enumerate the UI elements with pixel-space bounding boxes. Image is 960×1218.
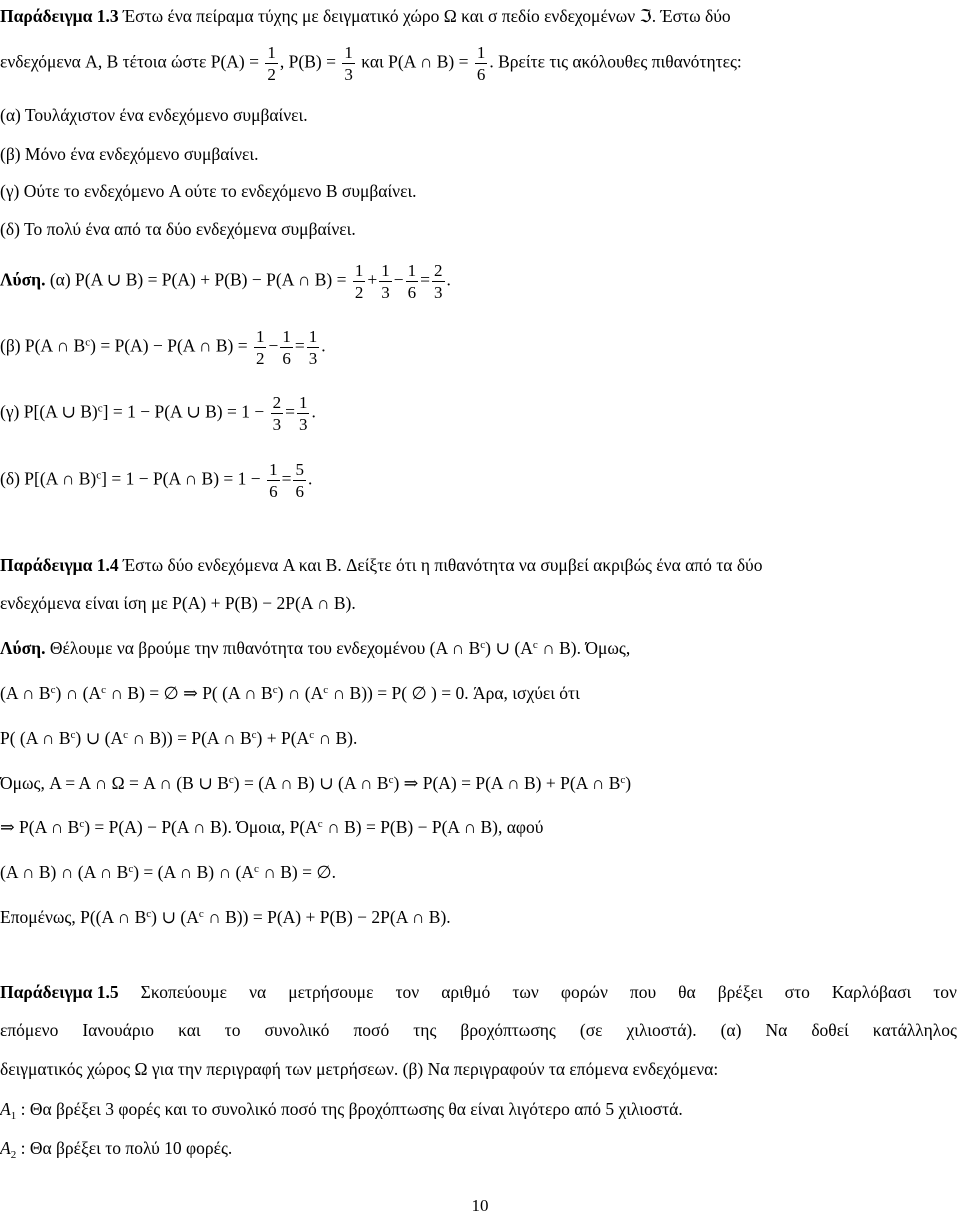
ex13-title: Παράδειγμα 1.3	[0, 6, 119, 26]
ex13-sol-b-text: (β) P(A ∩ B	[0, 335, 86, 356]
frac-b-1: $\frac{1}{2}$	[255, 327, 265, 368]
ex14-intro-1: Έστω δύο ενδεχόμενα A και B. Δείξτε ότι η πιθανότητα να συμβεί ακριβώς ένα από τα δύο	[123, 555, 763, 575]
frac-c-result: $\frac{1}{3}$	[298, 393, 308, 434]
ex13-question-d: (δ) Το πολύ ένα από τα δύο ενδεχόμενα συμβαίνει.	[0, 219, 356, 239]
frac-half: $\frac{1}{2}$	[267, 43, 276, 84]
ex14-solution-line-7: Επομένως, P((A ∩ $B^c$) ∪ ($A^c$ ∩ B)) = P(A) + P(B) − 2P(A ∩ B).	[0, 907, 451, 927]
ex13-sol-a-text: (α) P(A ∪ B) = P(A) + P(B) − P(A ∩ B) =	[49, 269, 347, 290]
ex13-intro-2c: και P(A ∩ B) =	[361, 51, 469, 72]
ex15-event-a2: $A_2$ : Θα βρέξει το πολύ 10 φορές.	[0, 1138, 233, 1161]
ex14-solution-label: Λύση.	[0, 638, 46, 658]
frac-sixth: $\frac{1}{6}$	[476, 43, 486, 84]
ex15-title: Παράδειγμα 1.5	[0, 982, 119, 1002]
ex13-solution-d: (δ) P[(A ∩ B)$^c$] = 1 − P(A ∩ B) = 1 − $\frac{1}{6}$ = $\frac{5}{6}$ .	[0, 460, 313, 501]
ex13-solution-label: Λύση.	[0, 269, 46, 290]
ex13-solution-c: (γ) P[(A ∪ B)$^c$] = 1 − P(A ∪ B) = 1 − $\frac{2}{3}$ = $\frac{1}{3}$ .	[0, 393, 316, 434]
ex15-line-2: επόμενο Ιανουάριο και το συνολικό ποσό της βροχόπτωσης (σε χιλιοστά). (α) Να δοθεί κατάλληλος	[0, 1020, 957, 1040]
ex14-solution-line-2: (A ∩ $B^c$) ∩ ($A^c$ ∩ B) = ∅ ⇒ P( (A ∩ $B^c$) ∩ ($A^c$ ∩ B)) = P( ∅ ) = 0. Άρα, ισχύει ότι	[0, 683, 580, 703]
ex13-question-b: (β) Μόνο ένα ενδεχόμενο συμβαίνει.	[0, 144, 259, 164]
frac-a-1: $\frac{1}{2}$	[354, 261, 364, 302]
ex13-solution-b: (β) P(A ∩ $B^c) = P(A) - P(A$ ∩ B) = $\frac{1}{2}$ − $\frac{1}{6}$ = $\frac{1}{3}$ .	[0, 327, 326, 368]
ex13-intro-2b: , P(B) =	[279, 51, 336, 72]
ex13-solution-a: Λύση. (α) P(A ∪ B) = P(A) + P(B) − P(A ∩ B) = $\frac{1}{2}$ + $\frac{1}{3}$ − $\frac{1}{6}$ = $\frac{2}{3}$ .	[0, 261, 451, 302]
page-number: 10	[471, 1196, 489, 1215]
ex13-sol-c-text-2: ] = 1 − P(A ∪ B) = 1 −	[102, 401, 265, 422]
ex14-solution-line-1: Λύση. Θέλουμε να βρούμε την πιθανότητα του ενδεχομένου (A ∩ $B^c$) ∪ ($A^c$ ∩ B). Όμως,	[0, 638, 631, 658]
ex13-question-c: (γ) Ούτε το ενδεχόμενο A ούτε το ενδεχόμενο B συμβαίνει.	[0, 181, 417, 201]
frac-b-result: $\frac{1}{3}$	[308, 327, 318, 368]
ex13-sol-b-text-2: ) = P(A) − P(A ∩ B) =	[90, 335, 248, 356]
ex13-intro-line-1	[0, 4, 960, 28]
ex14-intro-line-1	[0, 553, 960, 577]
frac-a-2: $\frac{1}{3}$	[381, 261, 390, 302]
ex13-intro-line-2	[0, 44, 960, 83]
frac-b-2: $\frac{1}{6}$	[282, 327, 291, 368]
frac-a-result: $\frac{2}{3}$	[434, 261, 443, 302]
ex14-solution-line-6: (A ∩ B) ∩ (A ∩ $B^c) = (A$ ∩ B) ∩ ($A^c$ ∩ B) = ∅.	[0, 862, 336, 882]
ex15-line-3: δειγματικός χώρος Ω για την περιγραφή των μετρήσεων. (β) Να περιγραφούν τα επόμενα ενδεχόμενα:	[0, 1059, 719, 1079]
ex14-solution-line-3: P( (A ∩ $B^c$) ∪ ($A^c$ ∩ B)) = P(A ∩ $B^c) + P(A^c$ ∩ B).	[0, 728, 358, 748]
ex15-line-1: Παράδειγμα 1.5 Σκοπεύουμε να μετρήσουμε τον αριθμό των φορών που θα βρέξει στο Καρλόβασι τον	[0, 982, 957, 1002]
ex14-solution-line-4: Όμως, A = A ∩ Ω = A ∩ (B ∪ $B^c) = (A$ ∩ B) ∪ (A ∩ $B^c$) ⇒ P(A) = P(A ∩ B) + P(A ∩ $B^c$)	[0, 773, 632, 793]
ex14-solution-line-5: ⇒ P(A ∩ $B^c) = P(A) - P(A$ ∩ B). Όμοια, $P(A^c$ ∩ B) = P(B) − P(A ∩ B), αφού	[0, 817, 544, 837]
ex13-sol-d-text-2: ] = 1 − P(A ∩ B) = 1 −	[101, 468, 261, 489]
ex13-intro-2d: . Βρείτε τις ακόλουθες πιθανότητες:	[489, 51, 742, 72]
ex13-intro-1: Έστω ένα πείραμα τύχης με δειγματικό χώρο Ω και σ πεδίο ενδεχομένων ℑ. Έστω δύο	[123, 6, 731, 26]
ex13-question-a: (α) Τουλάχιστον ένα ενδεχόμενο συμβαίνει.	[0, 105, 308, 125]
frac-a-3: $\frac{1}{6}$	[407, 261, 417, 302]
ex15-event-a1: $A_1$ : Θα βρέξει 3 φορές και το συνολικό ποσό της βροχόπτωσης θα είναι λιγότερο από 5 χιλιοστά.	[0, 1099, 683, 1122]
frac-d-result: $\frac{5}{6}$	[295, 460, 304, 501]
ex13-intro-2a: ενδεχόμενα A, B τέτοια ώστε P(A) =	[0, 51, 260, 72]
ex14-intro-line-2: ενδεχόμενα είναι ίση με P(A) + P(B) − 2P(A ∩ B).	[0, 593, 356, 613]
ex14-title: Παράδειγμα 1.4	[0, 555, 119, 575]
frac-third: $\frac{1}{3}$	[344, 43, 353, 84]
ex13-sol-d-text: (δ) P[(A ∩ B)	[0, 468, 97, 489]
ex13-sol-c-text: (γ) P[(A ∪ B)	[0, 401, 98, 422]
frac-d-1: $\frac{1}{6}$	[269, 460, 278, 501]
frac-c-1: $\frac{2}{3}$	[272, 393, 282, 434]
